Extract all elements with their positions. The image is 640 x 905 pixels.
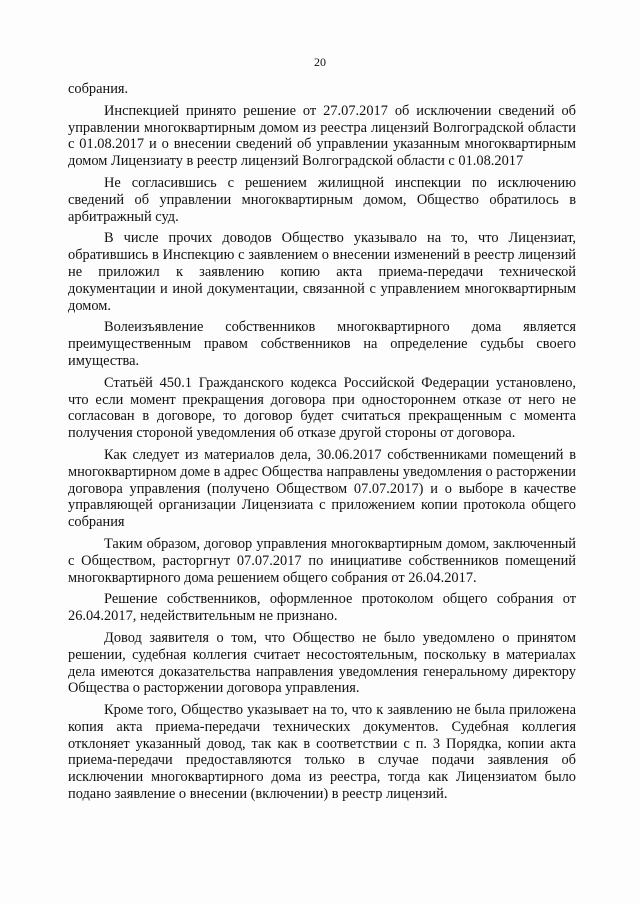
paragraph: Не согласившись с решением жилищной инспекции по исключению сведений об управлении многоквартирным домом, Общество обратилось в арбитражный суд.	[68, 174, 576, 225]
document-body	[68, 81, 576, 808]
paragraph: Таким образом, договор управления многоквартирным домом, заключенный с Обществом, расторгнут 07.07.2017 по инициативе собственников помещений многоквартирного дома решением общего собрания от 26.04.2017.	[68, 535, 576, 586]
paragraph: Инспекцией принято решение от 27.07.2017 об исключении сведений об управлении многоквартирным домом из реестра лицензий Волгоградской области с 01.08.2017 и о внесении сведений об управлении указанным многоквартирным домом Лицензиату в реестр лицензий Волгоградской области с 01.08.2017	[68, 102, 576, 170]
paragraph: Статьёй 450.1 Гражданского кодекса Российской Федерации установлено, что если момент прекращения договора при одностороннем отказе от него не согласован в договоре, то договор будет считаться прекращенным с момента получения стороной уведомления об отказе другой стороны от договора.	[68, 374, 576, 442]
paragraph: Волеизъявление собственников многоквартирного дома является преимущественным правом собственников на определение судьбы своего имущества.	[68, 319, 576, 369]
paragraph: собрания.	[68, 81, 129, 97]
paragraph: Довод заявителя о том, что Общество не было уведомлено о принятом решении, судебная коллегия считает несостоятельным, поскольку в материалах дела имеются доказательства направления уведомления генеральному директору Общества о расторжении договора управления.	[68, 629, 576, 697]
paragraph: Решение собственников, оформленное протоколом общего собрания от 26.04.2017, недействительным не признано.	[68, 591, 576, 625]
paragraph: В числе прочих доводов Общество указывало на то, что Лицензиат, обратившись в Инспекцию с заявлением о внесении изменений в реестр лицензий не приложил к заявлению копию акта приема-передачи технической документации и иной документации, связанной с управлением многоквартирным домом.	[68, 230, 576, 314]
page-number: 20	[314, 55, 326, 69]
paragraph: Как следует из материалов дела, 30.06.2017 собственниками помещений в многоквартирном доме в адрес Общества направлены уведомления о расторжении договора управления (получено Обществом 07.07.2017) и о выборе в качестве управляющей организации Лицензиата с приложением копии протокола общего собрания	[68, 446, 576, 531]
paragraph: Кроме того, Общество указывает на то, что к заявлению не была приложена копия акта приема-передачи технических документов. Судебная коллегия отклоняет указанный довод, так как в соответствии с п. 3 Порядка, копии акта приема-передачи предоставляются только в случае подачи заявления об исключении многоквартирного дома из реестра, тогда как Лицензиатом было подано заявление о внесении (включении) в реестр лицензий.	[68, 702, 576, 803]
